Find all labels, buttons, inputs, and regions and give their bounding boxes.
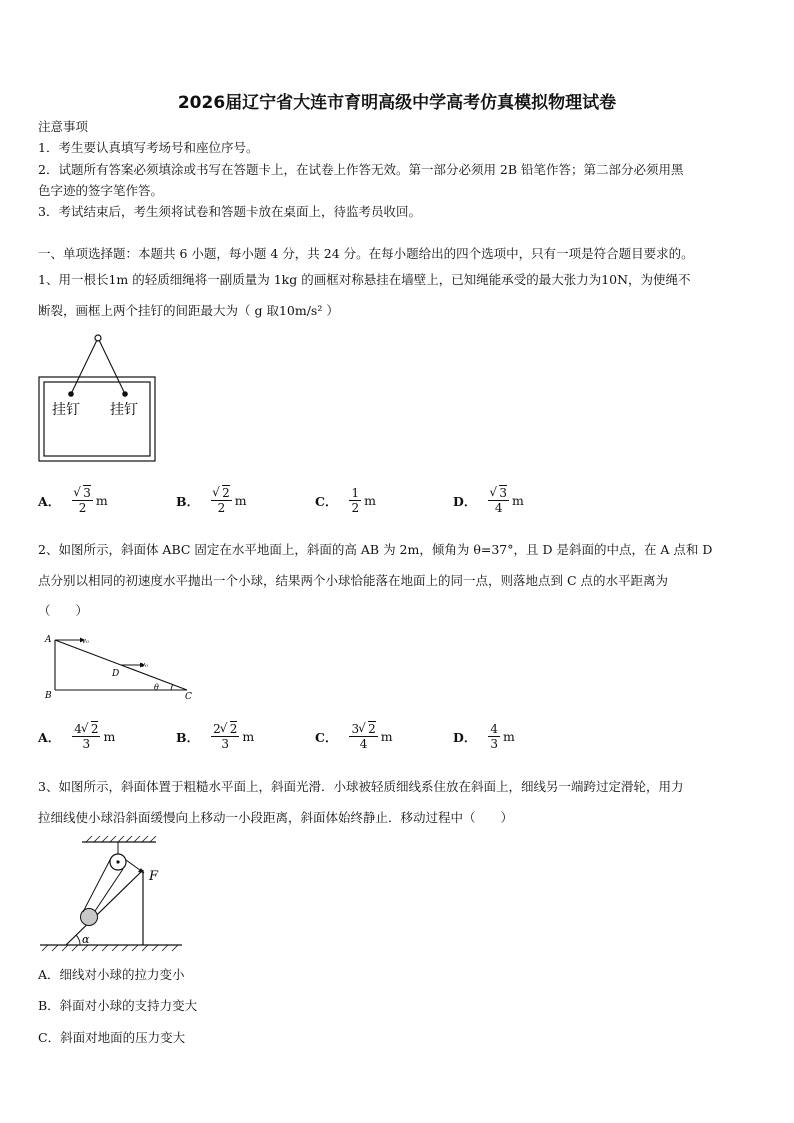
q2-stem-line2: 点分别以相同的初速度水平抛出一个小球，结果两个小球恰能落在地面上的同一点，则落地点到 C 点的水平距离为: [38, 573, 669, 588]
radicand: 2: [222, 486, 230, 500]
page-title: 2026届辽宁省大连市育明高级中学高考仿真模拟物理试卷: [177, 93, 617, 113]
fraction-denominator: 2: [351, 501, 360, 515]
fraction-denominator: 2: [78, 501, 87, 515]
option-fraction: [211, 722, 239, 751]
option-fraction: [488, 486, 509, 515]
fraction-numerator: [72, 486, 93, 501]
sqrt-symbol: [74, 486, 91, 500]
numerator-coefficient: 4: [74, 722, 82, 736]
option-fraction: [72, 486, 93, 515]
fraction-denominator: 3: [221, 737, 230, 751]
option-label: C．: [315, 729, 338, 745]
sqrt-symbol: [359, 722, 376, 736]
q2-v0-d: v₀: [141, 661, 148, 669]
q1-nail-left-label: 挂钉: [52, 402, 80, 418]
notice-item-2: 2．试题所有答案必须填涂或书写在答题卡上，在试卷上作答无效。第一部分必须用 2B 铅笔作答；第二部分必须用黑: [38, 162, 684, 177]
fraction-numerator: [211, 722, 239, 737]
q2-point-c: C: [185, 692, 192, 702]
fraction-numerator: [211, 486, 232, 501]
fraction-denominator: 3: [490, 737, 498, 751]
q2-point-b: B: [45, 691, 52, 701]
option-fraction: [349, 722, 377, 751]
option-fraction: [211, 486, 232, 515]
option-label: C．: [315, 493, 338, 509]
option-unit: m: [364, 493, 376, 508]
q3-alpha-label: α: [82, 933, 90, 946]
option-unit: m: [103, 729, 116, 744]
q2-stem-line1: 2、如图所示，斜面体 ABC 固定在水平地面上，斜面的高 AB 为 2m，倾角为 θ=37°，且 D 是斜面的中点，在 A 点和 D: [38, 542, 713, 557]
q1-option-c[interactable]: [315, 486, 376, 515]
radicand: 2: [90, 722, 99, 736]
notice-item-3: 3．考试结束后，考生须将试卷和答题卡放在桌面上，待监考员收回。: [38, 204, 421, 219]
q2-point-d: D: [112, 669, 120, 679]
option-label: D．: [453, 493, 477, 509]
q2-option-b[interactable]: [176, 722, 254, 751]
q1-figure: [36, 332, 160, 464]
q2-option-c[interactable]: [315, 722, 393, 751]
q2-v0-a: v₀: [82, 637, 89, 645]
option-fraction: [488, 722, 500, 751]
section-header: 一、单项选择题：本题共 6 小题，每小题 4 分，共 24 分。在每小题给出的四个选项中，只有一项是符合题目要求的。: [38, 246, 694, 261]
option-unit: m: [502, 729, 515, 744]
q1-option-d[interactable]: [453, 486, 524, 515]
q2-option-d[interactable]: [453, 722, 515, 751]
numerator-coefficient: 1: [351, 486, 360, 500]
q1-nail-right-label: 挂钉: [110, 402, 138, 418]
option-unit: m: [380, 729, 393, 744]
numerator-coefficient: 4: [490, 722, 498, 736]
q3-stem-line1: 3、如图所示，斜面体置于粗糙水平面上，斜面光滑．小球被轻质细线系住放在斜面上，细线另一端跨过定滑轮，用力: [38, 779, 684, 794]
fraction-numerator: [488, 486, 509, 501]
option-label: D．: [453, 729, 477, 745]
q2-theta: θ: [154, 683, 159, 692]
option-unit: m: [242, 729, 255, 744]
q2-point-a: A: [45, 635, 52, 645]
q3-force-label: F: [149, 869, 159, 884]
numerator-coefficient: 3: [351, 722, 360, 736]
q3-figure: [36, 836, 186, 958]
option-fraction: [349, 486, 361, 515]
fraction-denominator: 4: [359, 737, 368, 751]
fraction-numerator: [349, 722, 377, 737]
fraction-denominator: 3: [82, 737, 91, 751]
radicand: 3: [83, 486, 91, 500]
option-label: B．: [176, 493, 200, 509]
radicand: 3: [499, 486, 507, 500]
option-label: A．: [38, 493, 61, 509]
q2-option-a[interactable]: [38, 722, 115, 751]
radicand: 2: [229, 722, 238, 736]
option-unit: m: [511, 493, 524, 508]
fraction-numerator: [72, 722, 100, 737]
q3-option-a[interactable]: A．细线对小球的拉力变小: [38, 967, 185, 982]
q1-option-a[interactable]: [38, 486, 108, 515]
fraction-numerator: [488, 722, 500, 737]
notice-heading: 注意事项: [38, 119, 89, 134]
sqrt-symbol: [213, 486, 230, 500]
q1-stem-line2: 断裂，画框上两个挂钉的间距最大为（ g 取10m/s² ）: [38, 303, 339, 318]
option-label: B．: [176, 729, 200, 745]
q3-option-b[interactable]: B．斜面对小球的支持力变大: [38, 998, 198, 1013]
sqrt-symbol: [490, 486, 507, 500]
q1-option-b[interactable]: [176, 486, 247, 515]
notice-item-1: 1．考生要认真填写考场号和座位序号。: [38, 140, 259, 155]
q1-stem-line1: 1、用一根长1m 的轻质细绳将一副质量为 1kg 的画框对称悬挂在墙壁上，已知绳能承受的最大张力为10N，为使绳不: [38, 272, 691, 287]
fraction-numerator: [349, 486, 361, 501]
numerator-coefficient: 2: [213, 722, 221, 736]
fraction-denominator: 4: [494, 501, 503, 515]
q3-option-c[interactable]: C．斜面对地面的压力变大: [38, 1030, 186, 1045]
q2-stem-line3: （ ）: [38, 603, 89, 618]
radicand: 2: [368, 722, 376, 736]
option-unit: m: [234, 493, 247, 508]
option-label: A．: [38, 729, 61, 745]
notice-item-2-cont: 色字迹的签字笔作答。: [38, 183, 164, 198]
sqrt-symbol: [82, 722, 99, 736]
fraction-denominator: 2: [217, 501, 226, 515]
sqrt-symbol: [221, 722, 238, 736]
q2-figure: [40, 632, 200, 702]
option-unit: m: [95, 493, 108, 508]
q3-stem-line2: 拉细线使小球沿斜面缓慢向上移动一小段距离，斜面体始终静止．移动过程中（ ）: [38, 810, 514, 825]
option-fraction: [72, 722, 100, 751]
